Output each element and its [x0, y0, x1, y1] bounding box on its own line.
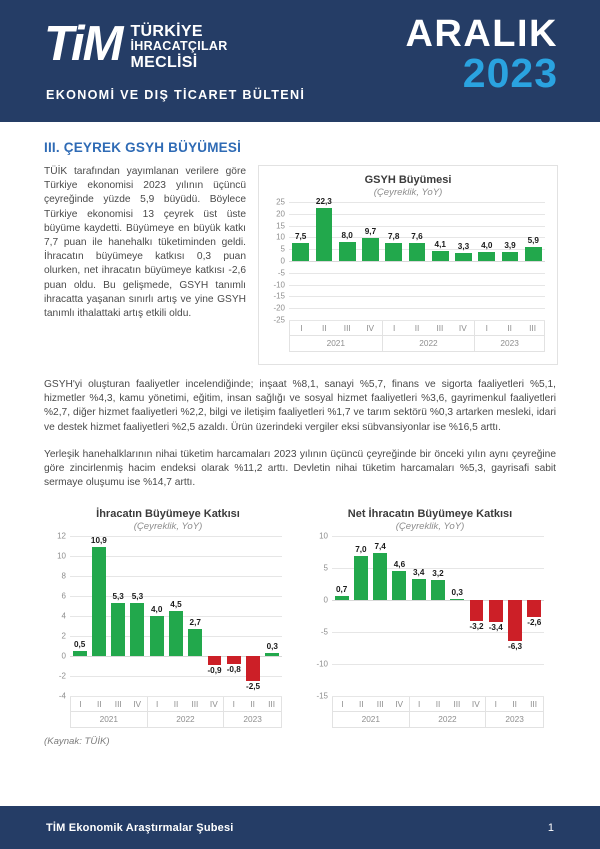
y-axis-tick-label: -10 — [316, 659, 328, 669]
footer-label: TİM Ekonomik Araştırmalar Şubesi — [46, 821, 234, 834]
quarter-label: II — [250, 699, 255, 710]
year-label: 2023 — [486, 711, 543, 727]
year-label: 2023 — [224, 711, 281, 727]
year-label: 2021 — [71, 711, 147, 727]
quarter-label: I — [494, 699, 497, 710]
quarter-label: II — [359, 699, 364, 710]
quarter-row — [224, 697, 281, 711]
bar — [392, 571, 406, 600]
bar-item — [390, 536, 409, 696]
brand-wordmark — [130, 23, 227, 71]
quarter-axis — [70, 696, 282, 727]
charts-row — [44, 506, 556, 747]
bar-value-label: 0,3 — [266, 642, 278, 652]
chart-plot-area — [273, 197, 545, 352]
bar — [354, 556, 368, 601]
bar-item — [332, 536, 351, 696]
chart-plot — [273, 197, 545, 325]
year-label: 2022 — [383, 335, 475, 351]
intro-text-column — [44, 165, 246, 321]
page-title: III. ÇEYREK GSYH BÜYÜMESİ — [44, 140, 242, 155]
bar — [373, 553, 387, 600]
bar-series — [332, 536, 544, 696]
quarter-row — [475, 321, 544, 335]
paragraph-2: GSYH'yi oluşturan faaliyetler incelendiğinde; inşaat %8,1, sanayi %5,7, finans ve sigorta faaliyetleri %5,1, hizmetler %4,3, kamu yönetimi, eğitim, insan sağlığı ve sosyal hizmet faaliyetleri %3,6, gayrimenkul faaliyetleri %2,7, diğer hizmet faaliyetleri %2,2, bilgi ve iletişim faaliyetleri %1,7 ve tarım sektörü %0,3 artarken mesleki, idari ve destek hizmet faaliyetleri %2,5 azaldı. Ürün üzerindeki vergiler eksi sübvansiyonlar ise %16,5 arttı. — [44, 379, 556, 433]
bar-value-label: 4,1 — [434, 240, 446, 250]
y-axis-tick-label: 5 — [323, 563, 328, 573]
quarter-label: III — [529, 323, 536, 333]
gridline — [316, 691, 544, 701]
year-group — [290, 321, 383, 351]
paragraph-3: Yerleşik hanehalklarının nihai tüketim harcamaları 2023 yılının üçüncü çeyreğinde bir önceki yılın aynı çeyreğine göre zincirlenmiş hacim endeksi olarak %11,2 arttı. Devletin nihai tüketim harcamaları %5,3, gayrisafi sabit sermaye oluşumu ise %14,7 arttı. — [44, 448, 556, 489]
quarter-row — [290, 321, 382, 335]
bar — [73, 651, 87, 656]
bar-value-label: 0,7 — [335, 584, 348, 594]
quarter-label: IV — [458, 323, 467, 333]
quarter-label: I — [485, 323, 488, 333]
y-axis-tick-label: 0 — [61, 651, 66, 661]
bar — [362, 238, 379, 261]
bar-value-label: 7,6 — [411, 232, 423, 242]
bar — [385, 243, 402, 261]
y-axis-tick-label: -15 — [316, 691, 328, 701]
bar — [92, 547, 106, 656]
source-note: (Kaynak: TÜİK) — [44, 736, 110, 748]
chart-x-axis — [289, 320, 545, 352]
bar-item — [522, 202, 545, 320]
bar-value-label: 7,8 — [388, 231, 400, 241]
paragraph-2-block — [44, 378, 556, 435]
bar-item — [243, 536, 262, 696]
quarter-label: IV — [395, 699, 404, 710]
quarter-axis — [289, 320, 545, 351]
bar-value-label: 3,2 — [432, 568, 444, 578]
y-axis-tick-label: -4 — [58, 691, 66, 701]
year-group — [475, 321, 544, 351]
bar — [455, 253, 472, 261]
bar — [246, 656, 260, 681]
chart-subtitle: (Çeyreklik, YoY) — [133, 521, 203, 533]
bar-item — [428, 536, 447, 696]
y-axis-tick-label: -5 — [277, 268, 285, 278]
bar-item — [289, 202, 312, 320]
chart-x-axis — [332, 696, 544, 728]
bar-item — [128, 536, 147, 696]
y-axis-tick-label: 6 — [61, 591, 66, 601]
bar — [431, 580, 445, 600]
y-axis-tick-label: 2 — [61, 631, 66, 641]
year-label: 2022 — [410, 711, 486, 727]
bar-item — [205, 536, 224, 696]
bar — [316, 208, 333, 261]
quarter-label: I — [232, 699, 235, 710]
quarter-row — [71, 697, 147, 711]
quarter-label: II — [322, 323, 327, 333]
chart-net-ihracatin-buyumeye-katkisi — [306, 506, 554, 728]
y-axis-tick-label: -5 — [320, 627, 328, 637]
bar-value-label: 7,5 — [294, 232, 307, 242]
bar — [339, 242, 356, 261]
quarter-row — [383, 321, 475, 335]
quarter-label: IV — [366, 323, 375, 333]
brand-line-turkiye: TÜRKİYE — [130, 23, 203, 40]
bar — [502, 252, 519, 261]
chart-plot-area — [316, 531, 544, 728]
bar — [227, 656, 241, 664]
brand-line-meclisi: MECLİSİ — [130, 53, 198, 71]
quarter-label: III — [114, 699, 122, 710]
bar-item — [351, 536, 370, 696]
quarter-row — [486, 697, 543, 711]
bar-item — [467, 536, 486, 696]
bar-value-label: -3,2 — [469, 621, 484, 631]
quarter-label: II — [414, 323, 420, 333]
year-group — [71, 697, 148, 727]
bar-value-label: 10,9 — [90, 536, 107, 546]
chart-ihracatin-buyumeye-katkisi — [44, 506, 292, 747]
bar-item — [409, 536, 428, 696]
y-axis-tick-label: 5 — [280, 244, 285, 254]
bar-item — [109, 536, 128, 696]
y-axis-tick-label: -15 — [273, 291, 285, 301]
bar — [508, 600, 522, 640]
bar — [470, 600, 484, 620]
bar-value-label: 5,9 — [527, 236, 539, 246]
quarter-row — [410, 697, 486, 711]
bar-item — [382, 202, 405, 320]
quarter-row — [148, 697, 224, 711]
chart-title: Net İhracatın Büyümeye Katkısı — [347, 508, 513, 521]
quarter-label: I — [417, 699, 421, 710]
year-group — [333, 697, 410, 727]
bar — [292, 243, 309, 261]
chart-title: İhracatın Büyümeye Katkısı — [96, 508, 240, 521]
bar-value-label: 4,6 — [393, 559, 406, 569]
y-axis-tick-label: 0 — [280, 256, 285, 266]
bar-item — [166, 536, 185, 696]
quarter-label: I — [79, 699, 82, 710]
quarter-label: I — [155, 699, 159, 710]
year-group — [383, 321, 476, 351]
bar-item — [312, 197, 335, 320]
bar-value-label: 4,0 — [151, 605, 163, 615]
bar — [450, 599, 464, 601]
bar — [412, 579, 426, 601]
y-axis-tick-label: 10 — [319, 531, 328, 541]
bar-value-label: -2,5 — [245, 682, 261, 692]
quarter-label: III — [376, 699, 384, 710]
chart-gsyh-buyumesi — [258, 165, 558, 365]
bar-value-label: 3,4 — [413, 567, 425, 577]
bar-item — [429, 202, 452, 320]
bar — [478, 252, 495, 261]
bar — [335, 596, 349, 600]
quarter-label: II — [435, 699, 441, 710]
y-axis-tick-label: -10 — [273, 280, 285, 290]
bar-item — [263, 536, 282, 696]
page-footer — [0, 806, 600, 849]
issue-month: ARALIK — [405, 13, 558, 55]
page-header — [0, 0, 600, 122]
bar-item — [486, 536, 505, 696]
year-label: 2021 — [333, 711, 409, 727]
bar-series — [70, 536, 282, 696]
bar-item — [371, 536, 390, 696]
bar — [169, 611, 183, 656]
quarter-label: II — [97, 699, 102, 710]
y-axis-tick-label: 0 — [323, 595, 328, 605]
bar-item — [448, 536, 467, 696]
bar-value-label: -6,3 — [507, 641, 523, 651]
bar-value-label: 8,0 — [341, 231, 353, 241]
bar-item — [89, 536, 108, 696]
bar-value-label: 2,7 — [189, 618, 201, 628]
quarter-label: III — [436, 323, 444, 333]
bar-item — [525, 536, 544, 696]
y-axis-tick-label: 15 — [276, 221, 285, 231]
bar — [527, 600, 541, 617]
bar-value-label: 7,0 — [355, 544, 367, 554]
chart-subtitle: (Çeyreklik, YoY) — [373, 187, 443, 198]
quarter-label: II — [173, 699, 179, 710]
year-label: 2022 — [148, 711, 224, 727]
year-group — [486, 697, 543, 727]
quarter-label: II — [507, 323, 512, 333]
bar-value-label: 0,3 — [451, 587, 463, 597]
brand-line-ihracatcilar: İHRACATÇILAR — [130, 39, 228, 54]
bar-series — [289, 197, 545, 320]
issue-date — [405, 13, 558, 96]
y-axis-tick-label: 10 — [57, 551, 66, 561]
bar-item — [498, 202, 521, 320]
bar-value-label: 3,9 — [504, 240, 516, 250]
bar — [432, 251, 449, 261]
bar-item — [336, 202, 359, 320]
bar-item — [186, 536, 205, 696]
quarter-label: III — [268, 699, 275, 710]
quarter-label: I — [392, 323, 396, 333]
y-axis-tick-label: 8 — [61, 571, 66, 581]
intro-row — [44, 165, 556, 365]
quarter-label: IV — [471, 699, 480, 710]
quarter-label: III — [343, 323, 351, 333]
chart-title: GSYH Büyümesi — [364, 174, 452, 186]
bar-value-label: 9,7 — [364, 227, 377, 237]
bar-item — [224, 536, 243, 696]
y-axis-tick-label: 10 — [276, 232, 285, 242]
bar-value-label: 3,3 — [457, 242, 470, 252]
bar-value-label: -0,9 — [207, 666, 222, 676]
y-axis-tick-label: 20 — [276, 209, 285, 219]
bar-value-label: 22,3 — [315, 197, 332, 207]
y-axis-tick-label: 12 — [57, 531, 66, 541]
chart-x-axis — [70, 696, 282, 728]
bar-value-label: -3,4 — [488, 623, 503, 633]
y-axis-tick-label: -2 — [58, 671, 66, 681]
bar — [265, 653, 279, 656]
paragraph-3-block — [44, 448, 556, 491]
quarter-label: III — [453, 699, 461, 710]
bar — [208, 656, 222, 665]
chart-plot — [57, 531, 282, 701]
y-axis-tick-label: -20 — [273, 303, 285, 313]
year-group — [410, 697, 487, 727]
bar-item — [147, 536, 166, 696]
quarter-label: III — [530, 699, 537, 710]
bar-value-label: 7,4 — [374, 542, 386, 552]
year-label: 2021 — [290, 335, 382, 351]
bar — [111, 603, 125, 656]
tim-logo: TiM — [44, 17, 122, 71]
header-tagline: EKONOMİ VE DIŞ TİCARET BÜLTENİ — [46, 88, 306, 102]
bar-item — [505, 536, 524, 696]
year-label: 2023 — [475, 335, 544, 351]
chart-plot — [316, 531, 544, 701]
bar-value-label: 5,3 — [131, 592, 144, 602]
chart-plot-area — [57, 531, 282, 728]
quarter-label: II — [512, 699, 517, 710]
bar-value-label: 4,0 — [481, 240, 493, 250]
chart-subtitle: (Çeyreklik, YoY) — [395, 521, 465, 533]
y-axis-tick-label: 25 — [276, 197, 285, 207]
quarter-label: IV — [209, 699, 218, 710]
y-axis-tick-label: 4 — [61, 611, 66, 621]
quarter-label: III — [191, 699, 199, 710]
bar-value-label: 5,3 — [112, 592, 124, 602]
bar — [150, 616, 164, 656]
issue-year: 2023 — [462, 49, 558, 96]
quarter-label: IV — [133, 699, 142, 710]
bar — [130, 603, 144, 656]
bar-item — [359, 202, 382, 320]
paragraph-1: TÜİK tarafından yayımlanan verilere göre Türkiye ekonomisi 2023 yılının üçüncü çeyreğinde yüzde 5,9 büyüdü. Böylece Türkiye ekonomisi 13 çeyrek üst üste büyüme kaydetti. Büyümeye en büyük katkı 7,7 puan ile hanehalkı tüketiminden geldi. İhracatın büyümeye katkısı 0,3 puan olurken, net ihracatın büyümeye katkısı -2,6 puan oldu. Bu gelişmede, GSYH tanımlı ihracatta yaşanan sınırlı artış ve yine GSYH tanımlı ithalattaki artış etkili oldu. — [44, 166, 246, 320]
year-group — [224, 697, 281, 727]
page-content — [0, 140, 600, 747]
bar-item — [475, 202, 498, 320]
bar — [525, 247, 542, 261]
y-axis-tick-label: -25 — [273, 315, 285, 325]
page-number: 1 — [547, 821, 554, 834]
bar — [489, 600, 503, 622]
quarter-label: I — [341, 699, 344, 710]
bar — [188, 629, 202, 656]
quarter-row — [333, 697, 409, 711]
bar-value-label: 0,5 — [73, 640, 86, 650]
bar-item — [405, 202, 428, 320]
bar-value-label: -0,8 — [226, 665, 241, 675]
bar-value-label: -2,6 — [527, 618, 542, 628]
bar-value-label: 4,5 — [170, 600, 182, 610]
brand-lockup — [44, 18, 228, 71]
gridline — [273, 315, 545, 325]
year-group — [148, 697, 225, 727]
bar-item — [70, 536, 89, 696]
quarter-label: I — [300, 323, 303, 333]
bar-item — [452, 202, 475, 320]
bar — [409, 243, 426, 261]
gridline — [58, 691, 282, 701]
quarter-axis — [332, 696, 544, 727]
